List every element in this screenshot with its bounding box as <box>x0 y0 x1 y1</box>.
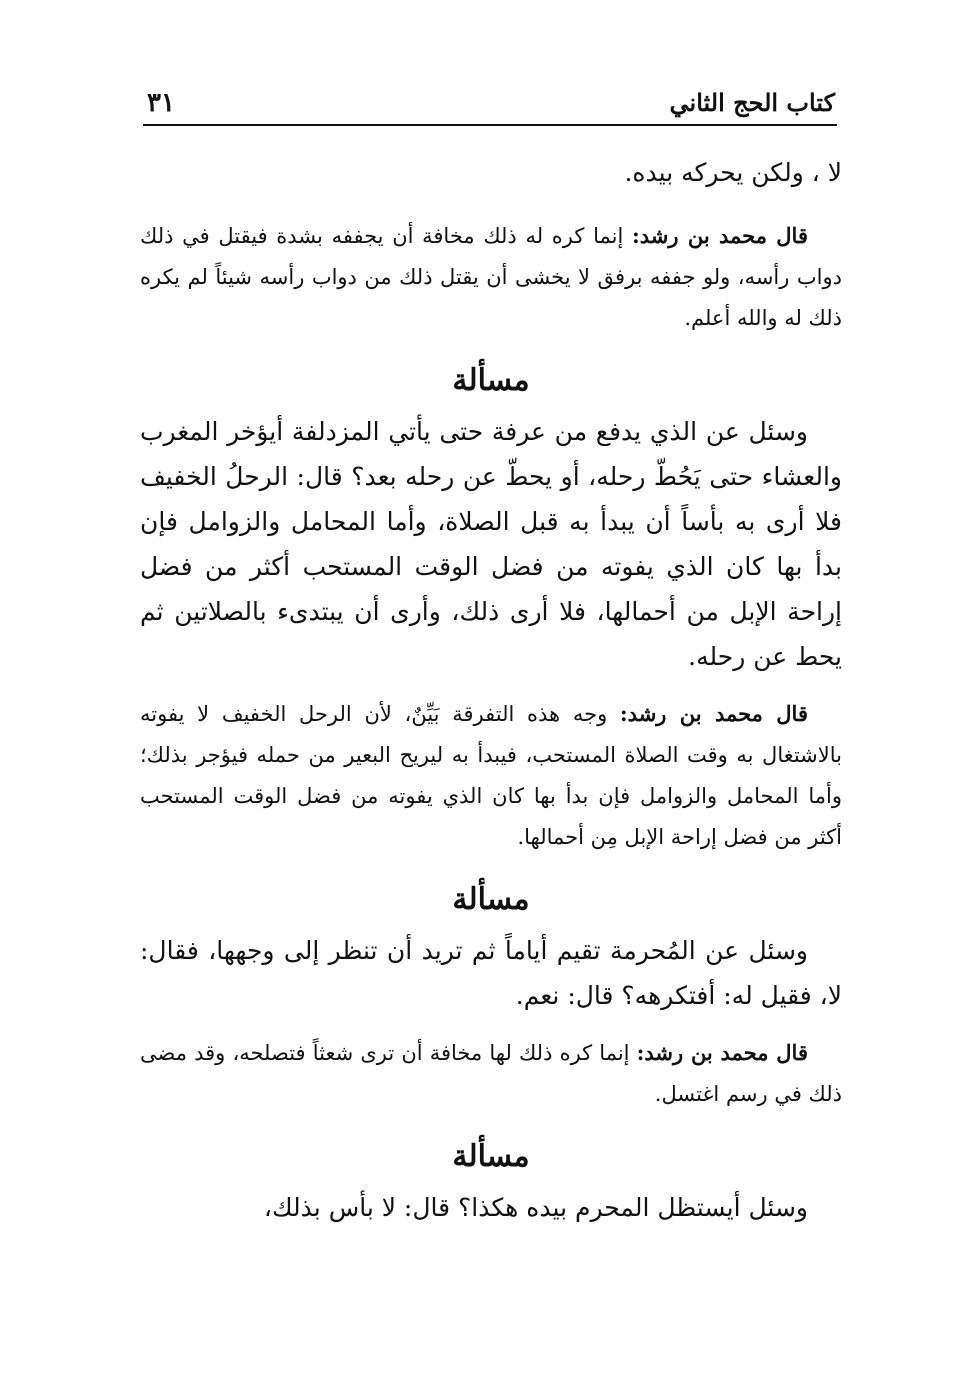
paragraph-commentary <box>140 693 842 858</box>
commentary-speaker: قال محمد بن رشد: <box>619 701 808 726</box>
paragraph-question: وسئل عن المُحرمة تقيم أياماً ثم تريد أن تنظر إلى وجهها، فقال: لا، فقيل له: أفتكرهه؟ قال: نعم. <box>140 936 842 1010</box>
page-body <box>140 150 842 1230</box>
paragraph-commentary <box>140 215 842 339</box>
header-rule <box>143 124 837 126</box>
section-heading: مسألة <box>452 363 530 398</box>
commentary-speaker: قال محمد بن رشد: <box>632 223 808 248</box>
paragraph-commentary <box>140 1032 842 1115</box>
paragraph-question: وسئل أيستظل المحرم بيده هكذا؟ قال: لا بأس بذلك، <box>263 1193 808 1222</box>
commentary-text: إنما كره ذلك لها مخافة أن ترى شعثاً فتصلحه، وقد مضى ذلك في رسم اغتسل. <box>140 1041 842 1106</box>
commentary-text: إنما كره له ذلك مخافة أن يجففه بشدة فيقتل في ذلك دواب رأسه، ولو جففه برفق لا يخشى أن يقتل ذلك من دواب رأسه شيئاً لم يكره ذلك له والله أعلم. <box>140 224 842 330</box>
paragraph-question: وسئل عن الذي يدفع من عرفة حتى يأتي المزدلفة أيؤخر المغرب والعشاء حتى يَحُطّ رحله، أو يحطّ عن رحله بعد؟ قال: الرحلُ الخفيف فلا أرى به بأساً أن يبدأ به قبل الصلاة، وأما المحامل والزوامل فإن بدأ بها كان الذي يفوته من فضل الوقت المستحب أكثر من فضل إراحة الإبل من أحمالها، فلا أرى ذلك، وأرى أن يبتدىء بالصلاتين ثم يحط عن رحله. <box>140 417 842 671</box>
section-heading: مسألة <box>452 882 530 917</box>
paragraph-answer-continued: لا ، ولكن يحركه بيده. <box>624 158 842 187</box>
section-heading: مسألة <box>452 1139 530 1174</box>
running-title: كتاب الحج الثاني <box>669 88 835 117</box>
commentary-speaker: قال محمد بن رشد: <box>636 1040 808 1065</box>
commentary-text: وجه هذه التفرقة بَيِّنٌ، لأن الرحل الخفيف لا يفوته بالاشتغال به وقت الصلاة المستحب، فيبدأ به ليريح البعير من حمله فيؤجر بذلك؛ وأما المحامل والزوامل فإن بدأ بها كان الذي يفوته من فضل الوقت المستحب أكثر من فضل إراحة الإبل مِن أحمالها. <box>140 702 842 849</box>
page-header <box>143 86 835 122</box>
page-number: ٣١ <box>147 88 175 118</box>
